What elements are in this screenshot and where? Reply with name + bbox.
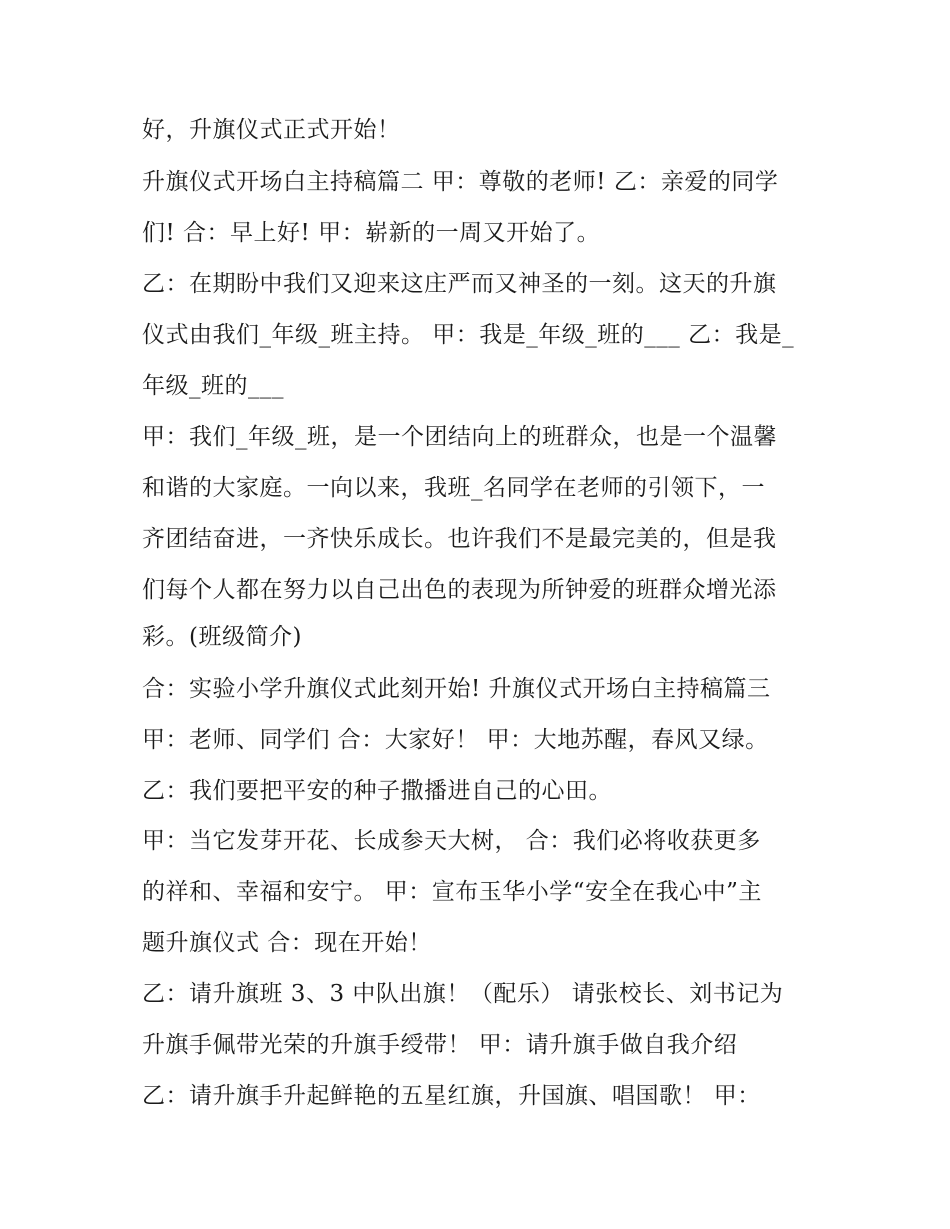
text-line: 乙：请升旗手升起鲜艳的五星红旗，升国旗、唱国歌！ 甲： [142, 1083, 761, 1109]
text-line: 合：实验小学升旗仪式此刻开始! 升旗仪式开场白主持稿篇三 [142, 676, 771, 702]
text-line: 和谐的大家庭。一向以来，我班_名同学在老师的引领下，一 [142, 475, 765, 501]
text-line: 的祥和、幸福和安宁。 甲：宣布玉华小学“安全在我心中”主 [142, 879, 762, 905]
text-line: 年级_班的___ [142, 373, 284, 399]
text-line: 们! 合：早上好! 甲：崭新的一周又开始了。 [142, 220, 601, 246]
text-line: 升旗仪式开场白主持稿篇二 甲：尊敬的老师! 乙：亲爱的同学 [142, 169, 779, 195]
text-line: 乙：在期盼中我们又迎来这庄严而又神圣的一刻。这天的升旗 [142, 271, 777, 297]
text-line: 甲：当它发芽开花、长成参天大树， 合：我们必将收获更多 [142, 828, 761, 854]
text-line: 好，升旗仪式正式开始！ [142, 117, 401, 143]
text-line: 仪式由我们_年级_班主持。 甲：我是_年级_班的___ 乙：我是_ [142, 322, 795, 348]
text-line: 们每个人都在努力以自己出色的表现为所钟爱的班群众增光添 [142, 577, 777, 603]
text-line: 乙：请升旗班 3、3 中队出旗！（配乐） 请张校长、刘书记为 [142, 981, 784, 1007]
text-line: 题升旗仪式 合：现在开始！ [142, 930, 432, 956]
text-line: 彩。(班级简介) [142, 624, 302, 650]
text-line: 甲：老师、同学们 合：大家好！ 甲：大地苏醒，春风又绿。 [142, 727, 769, 753]
text-line: 升旗手佩带光荣的升旗手绶带！ 甲：请升旗手做自我介绍 [142, 1032, 738, 1058]
text-line: 乙：我们要把平安的种子撒播进自己的心田。 [142, 778, 612, 804]
text-line: 甲：我们_年级_班，是一个团结向上的班群众，也是一个温馨 [142, 424, 777, 450]
text-line: 齐团结奋进，一齐快乐成长。也许我们不是最完美的，但是我 [142, 526, 777, 552]
